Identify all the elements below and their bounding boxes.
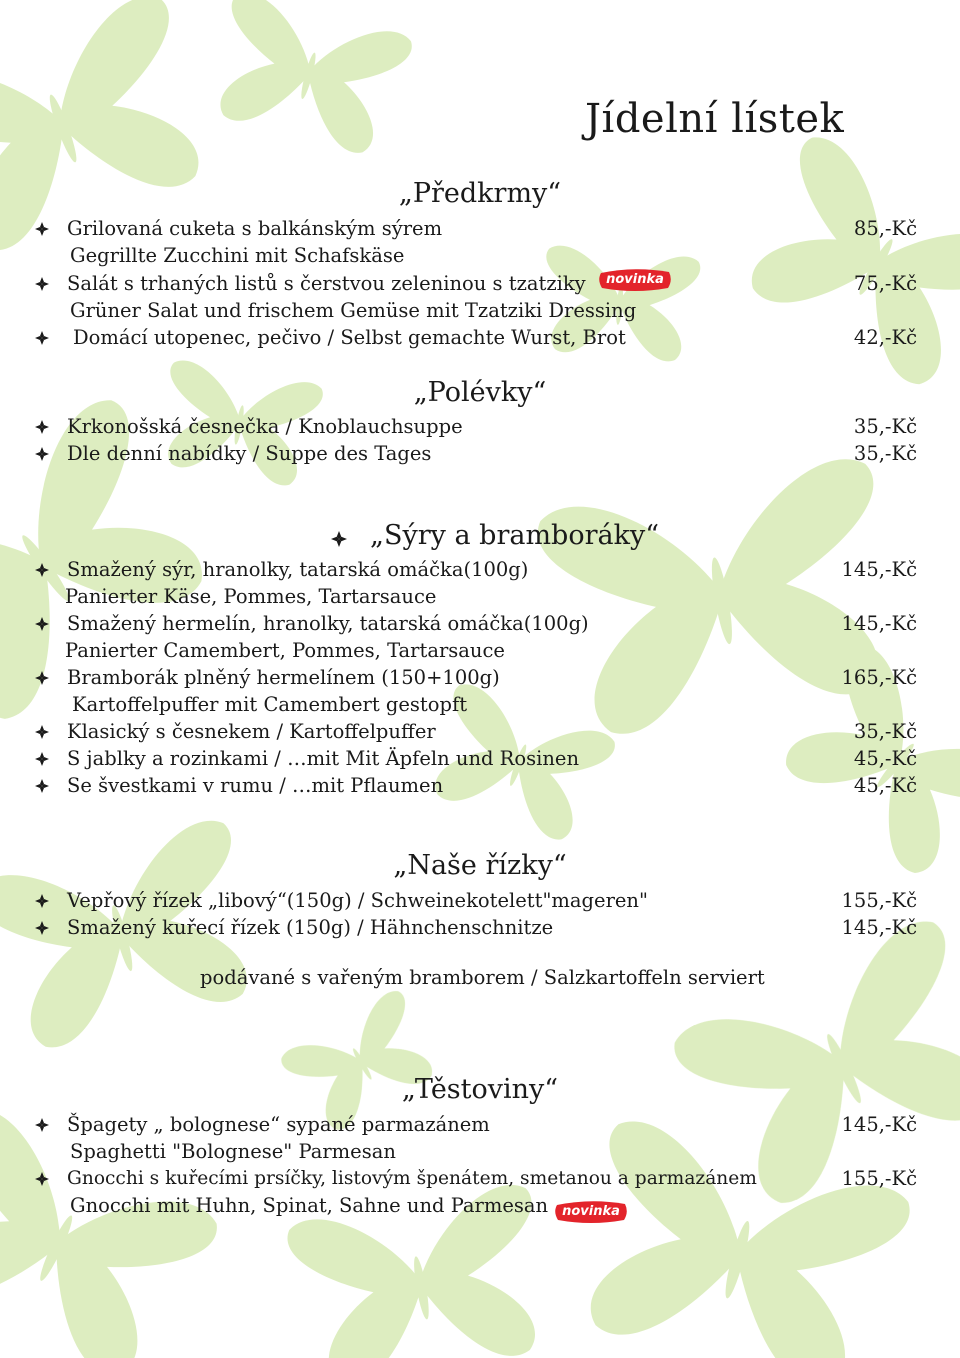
menu-item	[0, 215, 960, 242]
item-name: Gnocchi s kuřecími prsíčky, listovým špenátem, smetanou a parmazánem	[67, 1168, 757, 1189]
item-price: 155,-Kč	[841, 1167, 917, 1190]
menu-item	[0, 887, 960, 914]
item-name: Vepřový řízek „libový“(150g) / Schweinekotelett"mageren"	[67, 889, 648, 912]
item-name: Smažený hermelín, hranolky, tatarská omáčka(100g)	[67, 612, 589, 635]
serving-note: podávané s vařeným bramborem / Salzkartoffeln serviert	[200, 966, 765, 989]
item-price: 35,-Kč	[853, 720, 917, 743]
section-title-polevky: „Polévky“	[413, 377, 547, 408]
bullet-icon	[35, 1172, 49, 1186]
item-price: 35,-Kč	[853, 415, 917, 438]
menu-item	[0, 440, 960, 467]
menu-item	[0, 772, 960, 799]
item-translation: Spaghetti "Bolognese" Parmesan	[70, 1140, 396, 1163]
item-name: Dle denní nabídky / Suppe des Tages	[67, 442, 432, 465]
menu-item	[0, 718, 960, 745]
section-title-testoviny: „Těstoviny“	[401, 1074, 559, 1105]
item-price: 145,-Kč	[841, 1113, 917, 1136]
novinka-badge: novinka	[553, 1200, 629, 1224]
item-name: Salát s trhaných listů s čerstvou zeleninou s tzatziky	[67, 272, 586, 295]
item-price: 155,-Kč	[841, 889, 917, 912]
novinka-badge: novinka	[597, 268, 673, 292]
item-name: Grilovaná cuketa s balkánským sýrem	[67, 217, 443, 240]
item-price: 45,-Kč	[853, 747, 917, 770]
bullet-icon	[35, 617, 49, 631]
bullet-icon	[35, 671, 49, 685]
item-price: 145,-Kč	[841, 612, 917, 635]
item-name: Smažený sýr, hranolky, tatarská omáčka(100g)	[67, 558, 529, 581]
item-price: 35,-Kč	[853, 442, 917, 465]
bullet-icon	[35, 894, 49, 908]
bullet-icon	[35, 447, 49, 461]
bullet-icon	[35, 420, 49, 434]
bullet-icon	[331, 531, 347, 547]
item-translation: Grüner Salat und frischem Gemüse mit Tzatziki Dressing	[70, 299, 637, 322]
bullet-icon	[35, 563, 49, 577]
section-title-rizky: „Naše řízky“	[393, 850, 567, 881]
bullet-icon	[35, 222, 49, 236]
item-price: 75,-Kč	[853, 272, 917, 295]
item-name: Bramborák plněný hermelínem (150+100g)	[67, 666, 500, 689]
item-price: 165,-Kč	[841, 666, 917, 689]
menu-item	[0, 413, 960, 440]
item-name: Smažený kuřecí řízek (150g) / Hähnchenschnitze	[67, 916, 554, 939]
item-name: Špagety „ bolognese“ sypané parmazánem	[67, 1113, 490, 1136]
menu-item	[0, 914, 960, 941]
bullet-icon	[35, 331, 49, 345]
item-name: Domácí utopenec, pečivo / Selbst gemachte Wurst, Brot	[73, 326, 626, 349]
item-price: 85,-Kč	[853, 217, 917, 240]
menu-item	[0, 1165, 960, 1192]
bullet-icon	[35, 1118, 49, 1132]
item-price: 145,-Kč	[841, 558, 917, 581]
menu-item	[0, 664, 960, 691]
item-price: 45,-Kč	[853, 774, 917, 797]
menu-item	[0, 745, 960, 772]
item-translation: Panierter Camembert, Pommes, Tartarsauce	[65, 639, 505, 662]
item-translation: Panierter Käse, Pommes, Tartarsauce	[65, 585, 437, 608]
bullet-icon	[35, 752, 49, 766]
item-price: 145,-Kč	[841, 916, 917, 939]
item-name: S jablky a rozinkami / …mit Mit Äpfeln und Rosinen	[67, 747, 580, 770]
menu-item	[0, 556, 960, 583]
item-name: Se švestkami v rumu / …mit Pflaumen	[67, 774, 444, 797]
menu-item	[0, 270, 960, 297]
bullet-icon	[35, 277, 49, 291]
item-translation: Gnocchi mit Huhn, Spinat, Sahne und Parmesan	[70, 1194, 549, 1217]
section-title-syry: „Sýry a bramboráky“	[370, 520, 660, 551]
menu-item	[0, 324, 960, 351]
item-price: 42,-Kč	[853, 326, 917, 349]
menu-item	[0, 1111, 960, 1138]
item-name: Krkonošská česnečka / Knoblauchsuppe	[67, 415, 463, 438]
section-title-predkrmy: „Předkrmy“	[398, 178, 562, 209]
item-translation: Gegrillte Zucchini mit Schafskäse	[70, 244, 405, 267]
menu-item	[0, 610, 960, 637]
item-name: Klasický s česnekem / Kartoffelpuffer	[67, 720, 436, 743]
bullet-icon	[35, 725, 49, 739]
page-title: Jídelní lístek	[585, 96, 845, 142]
item-translation: Kartoffelpuffer mit Camembert gestopft	[72, 693, 468, 716]
bullet-icon	[35, 921, 49, 935]
bullet-icon	[35, 779, 49, 793]
